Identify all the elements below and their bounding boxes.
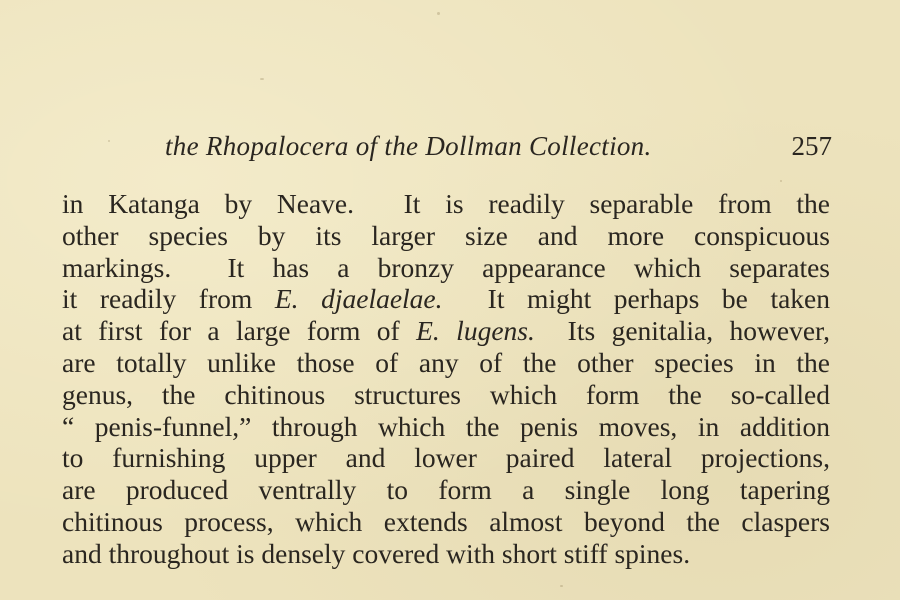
page-number: 257	[791, 131, 832, 161]
italic-species-name: E. lugens.	[416, 315, 535, 347]
body-paragraph	[62, 188, 830, 570]
paper-speck	[437, 12, 440, 15]
text-line	[62, 442, 830, 474]
text-segment: chitinous process, which extends almost beyond the claspers	[62, 505, 830, 537]
paper-speck	[780, 180, 782, 182]
text-segment: it readily from	[62, 283, 275, 315]
running-head	[0, 128, 900, 164]
text-line	[62, 411, 830, 443]
text-segment: other species by its larger size and more conspicuous	[62, 219, 830, 251]
text-line	[62, 347, 830, 379]
text-line	[62, 506, 830, 538]
running-title: the Rhopalocera of the Dollman Collection.	[165, 131, 652, 161]
text-segment: in Katanga by Neave. It is readily separable from the	[62, 188, 830, 219]
paper-speck	[108, 140, 110, 142]
text-segment: and throughout is densely covered with short stiff spines.	[62, 537, 691, 569]
text-line	[62, 538, 830, 570]
paper-speck	[560, 585, 563, 587]
text-line	[62, 252, 830, 284]
text-line	[62, 188, 830, 220]
text-segment: are produced ventrally to form a single long tapering	[62, 474, 830, 506]
text-line	[62, 379, 830, 411]
text-line	[62, 220, 830, 252]
italic-species-name: E. djaelaelae.	[274, 283, 443, 315]
text-segment: genus, the chitinous structures which form the so-called	[62, 378, 830, 410]
text-segment: Its genitalia, however,	[534, 315, 830, 347]
text-line	[62, 315, 830, 347]
text-segment: are totally unlike those of any of the other species in the	[62, 346, 830, 378]
text-segment: markings. It has a bronzy appearance which separates	[62, 251, 830, 283]
text-segment: “ penis-funnel,” through which the penis moves, in addition	[62, 410, 830, 442]
text-segment: at first for a large form of	[62, 315, 417, 347]
text-segment: to furnishing upper and lower paired lateral projections,	[62, 442, 830, 474]
paper-speck	[260, 78, 264, 80]
text-segment: It might perhaps be taken	[442, 283, 831, 315]
text-line	[62, 283, 830, 315]
text-line	[62, 474, 830, 506]
